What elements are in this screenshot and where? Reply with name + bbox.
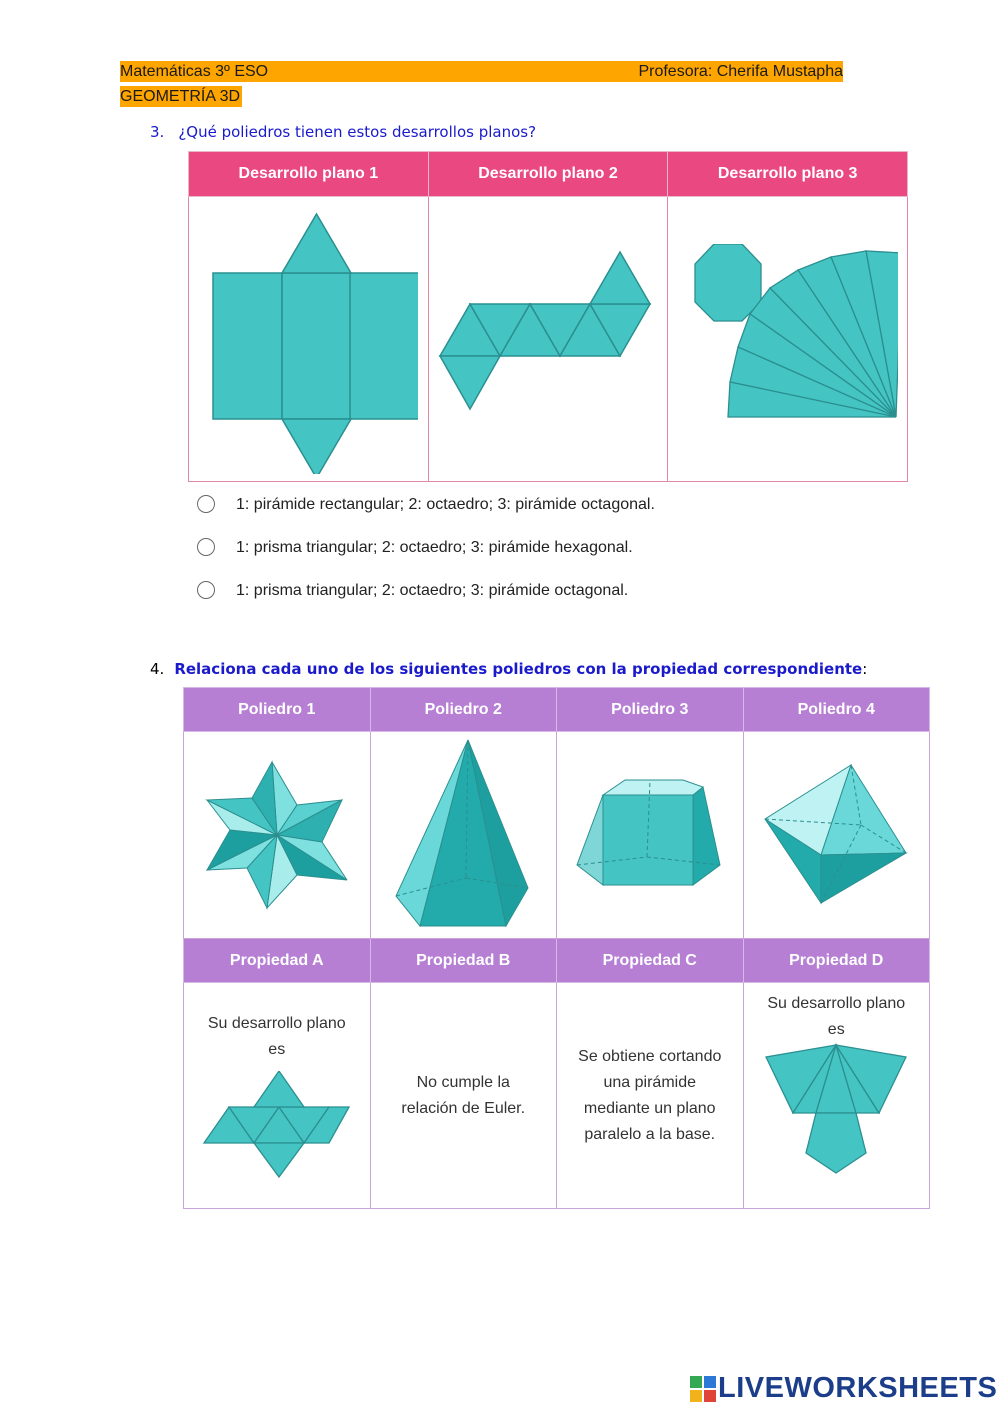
property-cell-b xyxy=(370,983,557,1209)
net-cell-3 xyxy=(668,197,908,482)
property-cell-a xyxy=(184,983,371,1209)
table-header: Desarrollo plano 2 xyxy=(428,152,668,197)
nets-table xyxy=(188,151,908,482)
property-d-text: Su desarrollo plano xyxy=(767,995,906,1012)
radio-button[interactable] xyxy=(197,495,215,513)
header-bar xyxy=(120,61,843,82)
octahedron-icon xyxy=(761,763,911,908)
table-header: Poliedro 4 xyxy=(743,688,930,732)
property-b-text: relación de Euler. xyxy=(401,1099,526,1117)
pentagonal-pyramid-icon xyxy=(388,738,538,933)
square-pyramid-net-icon xyxy=(761,1043,911,1178)
net-cell-1 xyxy=(189,197,429,482)
table-header: Poliedro 3 xyxy=(557,688,744,732)
net-cell-2 xyxy=(428,197,668,482)
octagonal-pyramid-net-icon xyxy=(678,244,898,434)
table-header: Poliedro 1 xyxy=(184,688,371,732)
logo-text: LIVEWORKSHEETS xyxy=(718,1372,998,1404)
table-header: Poliedro 2 xyxy=(370,688,557,732)
topic-label: GEOMETRÍA 3D xyxy=(120,88,241,105)
radio-button[interactable] xyxy=(197,538,215,556)
question-3 xyxy=(150,123,536,141)
polyhedron-cell-1 xyxy=(184,732,371,939)
table-header: Propiedad A xyxy=(184,939,371,983)
option-label: 1: prisma triangular; 2: octaedro; 3: pirámide octagonal. xyxy=(236,582,629,599)
polyhedron-cell-3 xyxy=(557,732,744,939)
question-number: 3. xyxy=(150,123,165,141)
polyhedron-cell-4 xyxy=(743,732,930,939)
question-colon: : xyxy=(862,660,868,678)
liveworksheets-logo-icon xyxy=(690,1376,716,1402)
property-cell-d xyxy=(743,983,930,1209)
triangular-prism-net-icon xyxy=(198,204,418,474)
property-a-text: Su desarrollo plano xyxy=(207,1014,346,1032)
table-header: Propiedad D xyxy=(743,939,930,983)
table-header: Propiedad B xyxy=(370,939,557,983)
property-a-text: es xyxy=(268,1040,286,1058)
property-c-text: una pirámide xyxy=(603,1073,696,1091)
truncated-pyramid-icon xyxy=(575,775,725,895)
subject-label: Matemáticas 3º ESO xyxy=(120,63,269,80)
octahedron-net-icon xyxy=(438,249,658,429)
property-b-text: No cumple la xyxy=(416,1073,510,1091)
table-header: Desarrollo plano 3 xyxy=(668,152,908,197)
question-text: ¿Qué poliedros tienen estos desarrollos planos? xyxy=(178,123,537,141)
option-label: 1: pirámide rectangular; 2: octaedro; 3: pirámide octagonal. xyxy=(236,496,655,513)
question-number: 4. xyxy=(150,660,165,678)
property-cell-c xyxy=(557,983,744,1209)
option-label: 1: prisma triangular; 2: octaedro; 3: pirámide hexagonal. xyxy=(236,539,633,556)
table-header: Desarrollo plano 1 xyxy=(189,152,429,197)
question-4 xyxy=(150,660,867,678)
tetrahedron-net-icon xyxy=(202,1071,352,1181)
property-c-text: Se obtiene cortando xyxy=(578,1047,722,1065)
polyhedra-table xyxy=(183,687,930,1209)
table-header: Propiedad C xyxy=(557,939,744,983)
property-d-text: es xyxy=(827,1021,845,1038)
polyhedron-cell-2 xyxy=(370,732,557,939)
teacher-label: Profesora: Cherifa Mustapha xyxy=(638,63,843,80)
question-text: Relaciona cada uno de los siguientes poliedros con la propiedad correspondiente xyxy=(174,660,863,678)
property-c-text: paralelo a la base. xyxy=(584,1125,716,1143)
radio-button[interactable] xyxy=(197,581,215,599)
property-c-text: mediante un plano xyxy=(583,1099,716,1117)
star-polyhedron-icon xyxy=(202,760,352,910)
